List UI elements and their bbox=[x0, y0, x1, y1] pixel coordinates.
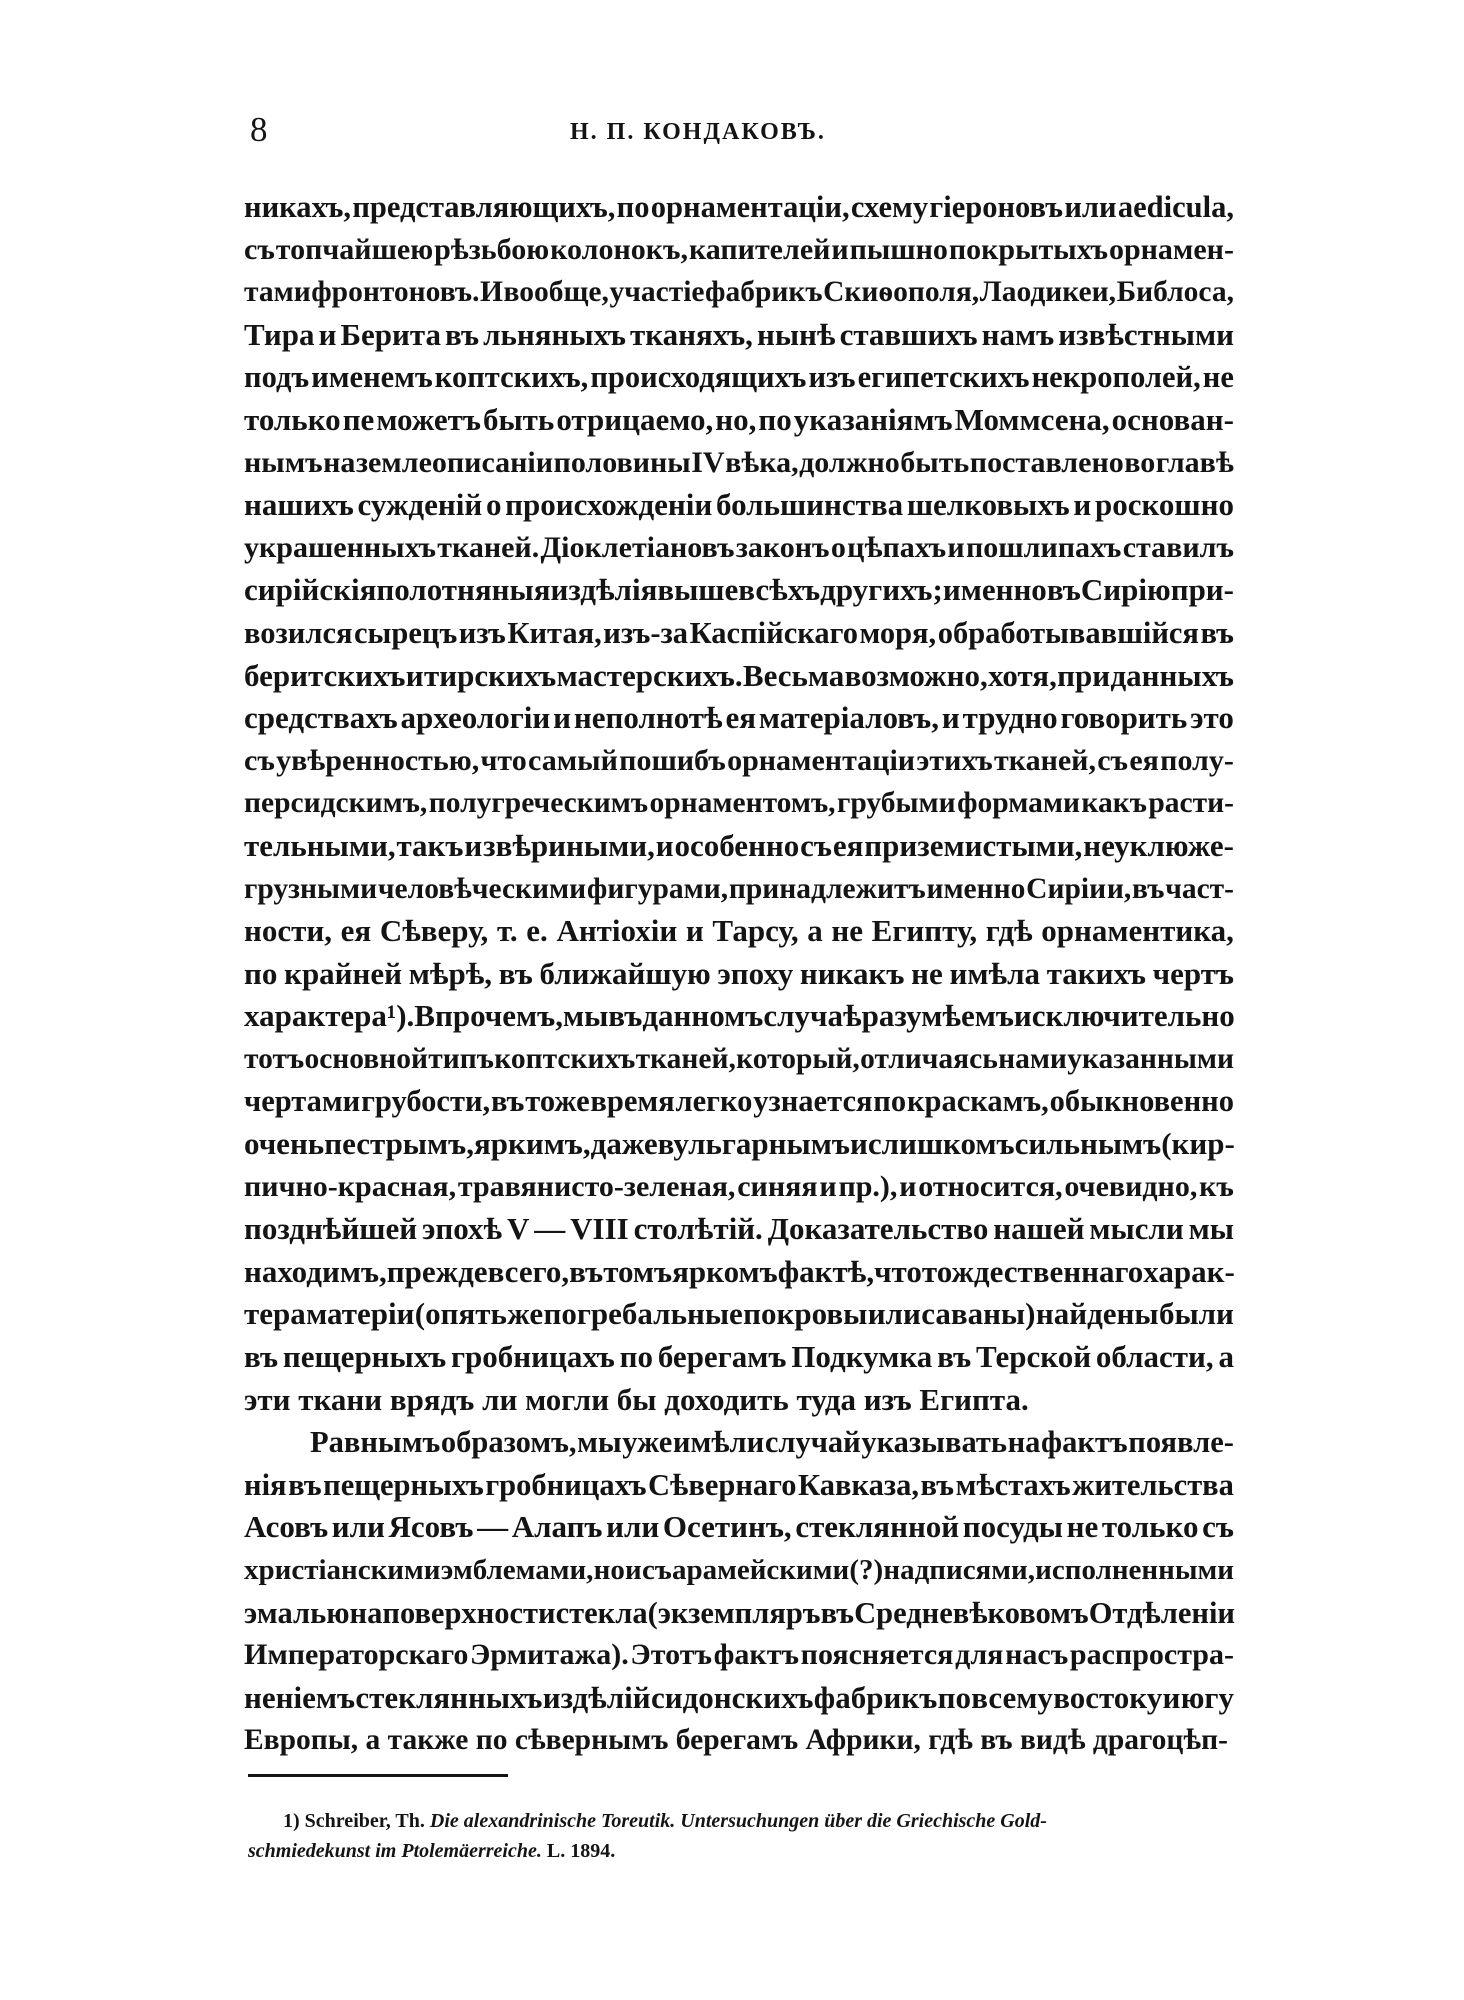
text-line: позднѣйшей эпохѣ V — VIII столѣтій. Доказательство нашей мысли мы bbox=[244, 1211, 1234, 1247]
text-line: Тира и Берита въ льняныхъ тканяхъ, нынѣ ставшихъ намъ извѣстными bbox=[244, 316, 1234, 352]
page-number: 8 bbox=[250, 110, 268, 149]
text-line: пично-красная, травянисто-зеленая, синяя и пр.), и относится, очевидно, къ bbox=[244, 1169, 1234, 1203]
text-line: съ топчайшею рѣзьбою колонокъ, капителей и пышно покрытыхъ орнамен- bbox=[244, 232, 1234, 266]
text-line: по крайней мѣрѣ, въ ближайшую эпоху никакъ не имѣла такихъ чертъ bbox=[244, 955, 1234, 991]
text-line: персидскимъ, полугреческимъ орнаментомъ, грубыми формами какъ расти- bbox=[244, 787, 1234, 820]
text-line: неніемъ стеклянныхъ издѣлій сидонскихъ фабрикъ по всему востоку и югу bbox=[244, 1679, 1234, 1715]
text-line: подъ именемъ коптскихъ, происходящихъ изъ египетскихъ некрополей, не bbox=[244, 360, 1234, 395]
text-line: Асовъ или Ясовъ — Алапъ или Осетинъ, стеклянной посуды не только съ bbox=[244, 1509, 1234, 1545]
text-line: нашихъ сужденій о происхожденіи большинства шелковыхъ и роскошно bbox=[244, 487, 1234, 523]
text-line: тельными, такъ и звѣриными, и особенно съ ея приземистыми, неуклюже- bbox=[244, 827, 1234, 863]
text-line: нія въ пещерныхъ гробницахъ Сѣвернаго Кавказа, въ мѣстахъ жительства bbox=[244, 1467, 1234, 1502]
text-line: Императорскаго Эрмитажа). Этотъ фактъ поясняется для насъ распростра- bbox=[244, 1638, 1234, 1672]
text-line: никахъ, представляющихъ, по орнаментаціи, схему гіероновъ или aedicula, bbox=[244, 190, 1234, 224]
text-line: нымъ на землеописаніи половины IV вѣка, должно быть поставлено во главѣ bbox=[244, 445, 1234, 479]
text-line: Равнымъ образомъ, мы уже имѣли случай указывать на фактъ появле- bbox=[310, 1425, 1234, 1460]
text-line: съ увѣренностью, что самый пошибъ орнаментаціи этихъ тканей, съ ея полу- bbox=[244, 743, 1234, 777]
text-line: тами фронтоновъ. И вообще, участіе фабрикъ Скиѳополя, Лаодикеи, Библоса, bbox=[244, 276, 1234, 309]
footnote-author-name: Schreiber, Th. bbox=[304, 1810, 425, 1832]
footnote bbox=[248, 1806, 1233, 1866]
text-line: очень пестрымъ, яркимъ, даже вульгарнымъ и слишкомъ сильнымъ (кир- bbox=[244, 1126, 1235, 1162]
text-line: ности, ея Сѣверу, т. е. Антіохіи и Тарсу, а не Египту, гдѣ орнаментика, bbox=[244, 913, 1234, 949]
text-line: сирійскія полотняныя издѣлія выше всѣхъ другихъ; именно въ Сирію при- bbox=[244, 572, 1234, 608]
text-line: грузными человѣческими фигурами, принадлежитъ именно Сиріи и, въ част- bbox=[244, 872, 1234, 905]
text-line: тера матеріи (опять же погребальные покровы или саваны) найдены были bbox=[244, 1296, 1234, 1332]
footnote-title: Die alexandrinische Toreutik. Untersuchungen über die Griechische Gold- bbox=[429, 1810, 1047, 1832]
text-line: тотъ основной типъ коптскихъ тканей, который, отличаясь нами указанными bbox=[244, 1042, 1234, 1075]
text-line: Европы, а также по сѣвернымъ берегамъ Африки, гдѣ въ видѣ драгоцѣп- bbox=[244, 1724, 1228, 1757]
footnote-author bbox=[283, 1806, 1047, 1836]
footnote-title-cont: schmiedekunst im Ptolemäerreiche. bbox=[248, 1840, 542, 1862]
text-line: находимъ, прежде всего, въ томъ яркомъ фактѣ, что тождественнаго харак- bbox=[244, 1253, 1235, 1289]
running-title: Н. П. КОНДАКОВЪ. bbox=[570, 119, 826, 145]
footnote-imprint: L. 1894. bbox=[546, 1840, 616, 1862]
footnote-line bbox=[283, 1806, 1233, 1836]
text-line: чертами грубости, въ тоже время легко узнается по краскамъ, обыкновенно bbox=[244, 1084, 1234, 1119]
text-line: въ пещерныхъ гробницахъ по берегамъ Подкумка въ Терской области, а bbox=[244, 1339, 1234, 1375]
text-line: беритскихъ и тирскихъ мастерскихъ. Весьма возможно, хотя, при данныхъ bbox=[244, 657, 1234, 693]
footnote-marker: 1) bbox=[283, 1810, 300, 1832]
text-line: возился сырецъ изъ Китая, изъ-за Каспійскаго моря, обработывавшійся въ bbox=[244, 615, 1234, 650]
text-line: средствахъ археологіи и неполнотѣ ея матеріаловъ, и трудно говорить это bbox=[244, 700, 1234, 736]
text-line: украшенныхъ тканей. Діоклетіановъ законъ о цѣпахъ и пошлипахъ ставилъ bbox=[244, 530, 1234, 564]
text-line: только пе можетъ быть отрицаемо, но, по указаніямъ Моммсена, основан- bbox=[244, 401, 1234, 437]
text-line: характера¹). Впрочемъ, мы въ данномъ случаѣ разумѣемъ исключительно bbox=[244, 998, 1235, 1034]
paragraph bbox=[244, 1421, 1234, 1762]
paragraph bbox=[244, 186, 1234, 1421]
text-line: эти ткани врядъ ли могли бы доходить туда изъ Египта. bbox=[244, 1381, 1029, 1417]
footnote-line bbox=[248, 1836, 1233, 1866]
body-text bbox=[244, 186, 1234, 1762]
text-line: эмалью на поверхности стекла (экземпляръ въ Средневѣковомъ Отдѣленіи bbox=[244, 1595, 1235, 1630]
footnote-divider bbox=[248, 1774, 508, 1777]
text-line: христіанскими эмблемами, но и съ арамейскими (?) надписями, исполненными bbox=[244, 1554, 1234, 1586]
